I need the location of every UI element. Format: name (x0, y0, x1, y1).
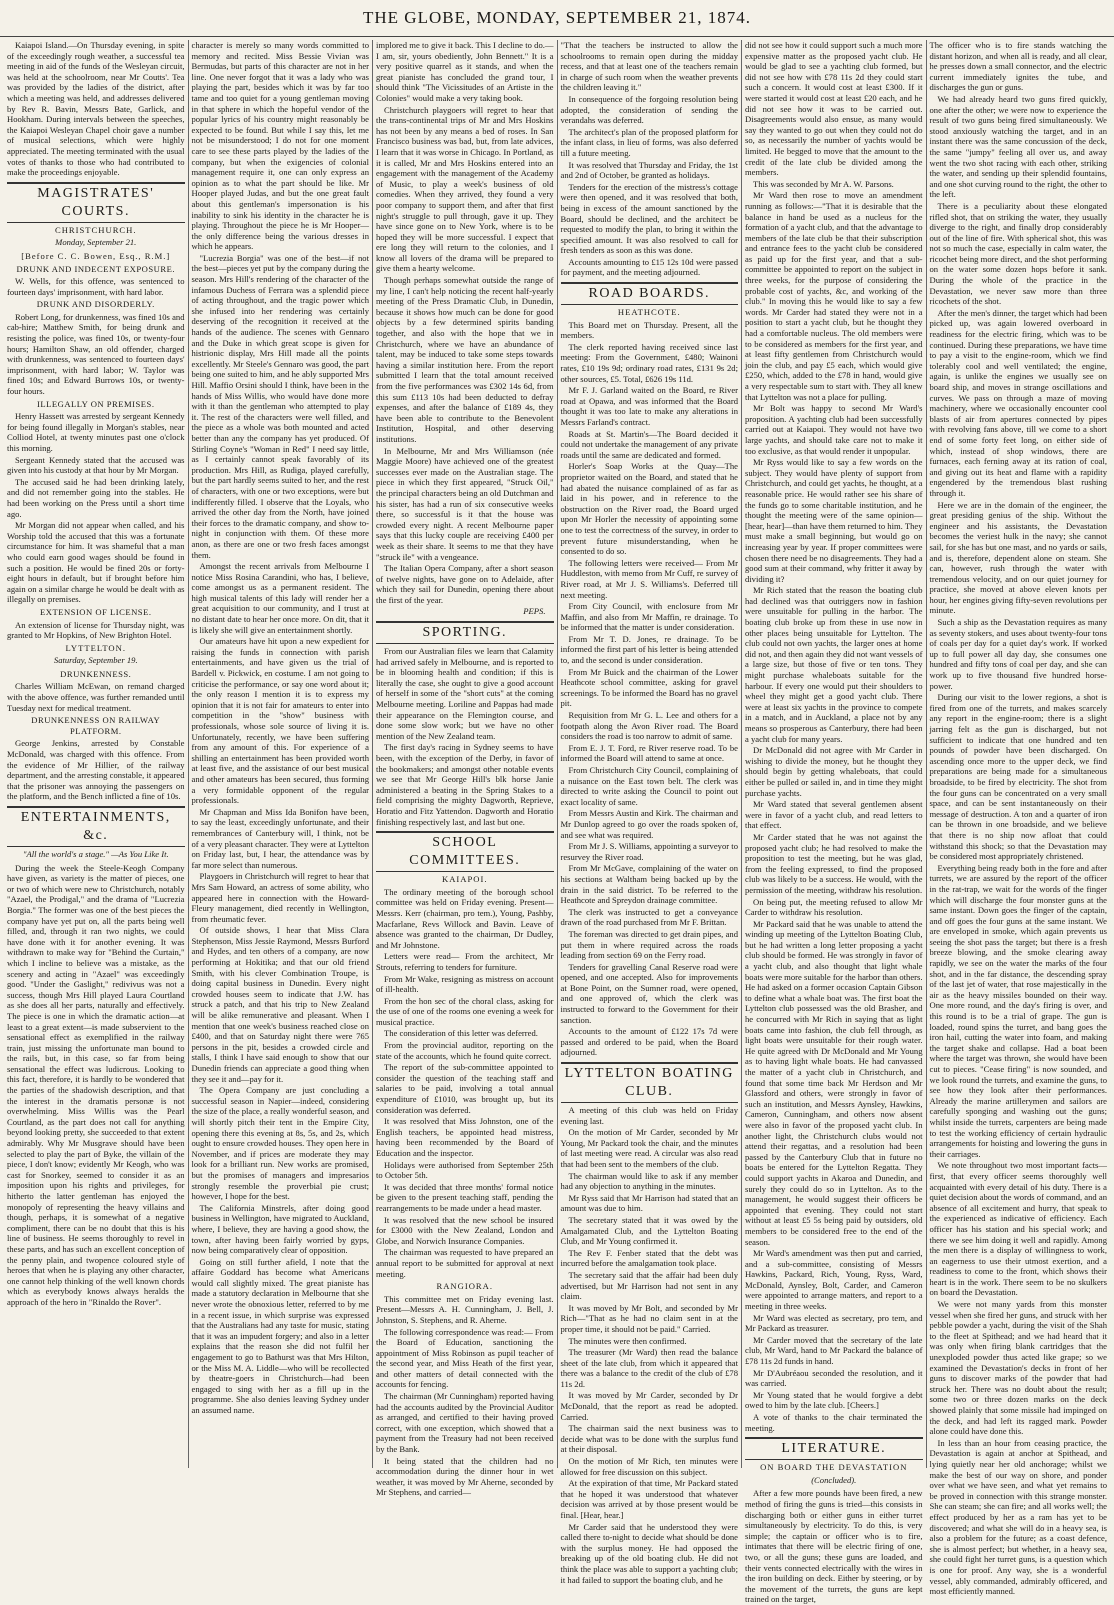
paragraph: An extension of license for Thursday night, was granted to Mr Hopkins, of New Brighton Hotel. (7, 619, 185, 641)
paragraph: Charles William McEwan, on remand charged with the above offence, was further remanded until Tuesday next for medical treatment. (7, 681, 185, 713)
column-3 (373, 40, 558, 1498)
paragraph: It was resolved that Miss Johnston, one of the English teachers, be appointed head mistress, having been recommended by the Board of Education and the inspector. (376, 1116, 554, 1158)
paragraph: The secretary stated that it was owed by the Amalgamated Club, and the Lyttelton Boating Club, and Mr Young confirmed it. (560, 1214, 738, 1247)
paragraph: The clerk was instructed to get a conveyance drawn of the road purchased from Mr F. Brittan. (560, 906, 738, 928)
paragraph: The chairman would like to ask if any member had any objection to anything in the minutes. (560, 1170, 738, 1192)
paragraph: Though perhaps somewhat outside the range of my line, I can't help noticing the recent half-yearly meeting of the Press Dramatic Club, in Dunedin, because it shows how much can be done for good objects by a few determined spirits banding together, and also with the hope that we in Christchurch, where we have an abundance of talent, may be induced to take some steps towards having a similar institution here. From the report submitted I learn that the total amount received from the five performances was £302 14s 6d, from this sum £113 10s had been deducted to defray expenses, and after the balance of £189 4s, they have been able to contribute to the Benevolent Institution, Hospital, and other deserving institutions. (376, 275, 554, 444)
paragraph: From Mr Wake, resigning as mistress on account of ill-health. (376, 973, 554, 995)
paragraph: It being stated that the children had no accommodation during the dinner hour in wet weather, it was moved by Mr Aherne, seconded by Mr Stephens, and carried— (376, 1455, 554, 1498)
before-magistrate: [Before C. C. Bowen, Esq., R.M.] (21, 250, 171, 261)
paragraph: Tenders for the erection of the mistress's cottage were then opened, and it was resolved that both, being in excess of the amount sanctioned by the Board, should be declined, and the architect be requested to modify the plan, to bring it within the specified amount. It was also resolved to call for fresh tenders as soon as this was done. (560, 181, 738, 256)
column-5 (742, 40, 927, 1605)
paragraph: Horler's Soap Works at the Quay—The proprietor waited on the Board, and stated that he had abated the nuisance complained of as far as laid in his power, and in reference to the obstruction on the River road, the Board urged upon Mr Horler the necessity of appointing some one to test the correctness of the survey, in order to prevent future misunderstanding, when he consented to do so. (560, 461, 738, 557)
paragraph: Mr Carder said that he understood they were called there to-night to decide what should be done with the surplus money. He had opposed the breaking up of the old boating club. He did not think the place was able to support a yachting club; it had failed to support the boating club, and he (560, 1521, 738, 1585)
paragraph: On being put, the meeting refused to allow Mr Carder to withdraw his resolution. (745, 896, 923, 918)
paragraph: Mr F. J. Garland waited on the Board, re River road at Opawa, and was informed that the Board thought it was too late to make any alterations in Messrs Farland's contract. (560, 385, 738, 427)
columns (4, 40, 1110, 1605)
dateline-monday: Monday, September 21. (55, 237, 137, 248)
paragraph: Mr Ward was elected as secretary, pro tem, and Mr Packard as treasurer. (745, 1312, 923, 1334)
concluded-label: (Concluded). (811, 1474, 857, 1485)
paragraph: This Board met on Thursday. Present, all the members. (560, 319, 738, 341)
section-heading-literature: LITERATURE. (745, 1437, 923, 1460)
case-heading-illegally: ILLEGALLY ON PREMISES. (37, 398, 155, 409)
masthead-title: THE GLOBE, MONDAY, SEPTEMBER 21, 1874. (0, 0, 1114, 37)
paragraph: Tenders for gravelling Canal Reserve road were opened, and one accepted. Also for improvements at Bone Point, on the Sumner road, were opened, and one approved of, which the clerk was instructed to forward to the Government for their sanction. (560, 961, 738, 1025)
paragraph: From the hon sec of the choral class, asking for the use of one of the rooms one evening a week for musical practice. (376, 995, 554, 1027)
subheading-devastation: ON BOARD THE DEVASTATION (760, 1462, 908, 1473)
case-heading-indecent: DRUNK AND INDECENT EXPOSURE. (16, 263, 175, 274)
paragraph: After a few more pounds have been fired, a new method of firing the guns is tried—this consists in discharging both or either guns in either turret simultaneously by electricity. To do this, is very simple; the captain or officer who is to fire, intimates that there will be electric firing of one, two, or all the guns; these guns are loaded, and their vents connected electrically with the wires in the iron building on deck. Either by steering, or by the movement of the turrets, the guns are kept trained on the target, (745, 1488, 923, 1605)
paragraph: We note throughout two most important facts—first, that every officer seems thoroughly well acquainted with every detail of his duty. There is a quiet decision about the words of command, and an absence of all excitement and hurry, that speak to the experienced as indicative of efficiency. Each officer has his station and his special work; and there we see him doing it well and rapidly. Among the men there is a display of willingness to work, an eagerness to use their utmost exertion, and a readiness to come to the front, which shows their heart is in the work. There seem to be no skulkers on board the Devastation. (929, 1160, 1107, 1298)
paragraph: At the expiration of that time, Mr Packard stated that he hoped it was understood that whatever decision was arrived at by those present would be final. [Hear, hear.] (560, 1478, 738, 1520)
paragraph: The California Minstrels, after doing good business in Wellington, have migrated to Auckland, where, I believe, they are having a good show, the town, after having been fairly worried by gyps, now being comparatively clear of opposition. (191, 1202, 369, 1256)
paragraph: Mr Chapman and Miss Ida Bonifon have been, to say the least, exceedingly unfortunate, and their remembrances of Canterbury will, I think, not be of a very pleasant character. They were at Lyttelton on Friday last, but, I hear, the attendance was by far more select than numerous. (191, 806, 369, 870)
section-heading-sporting: SPORTING. (376, 621, 554, 644)
case-heading-disorderly: DRUNK AND DISORDERLY. (36, 299, 155, 310)
subheading-christchurch: CHRISTCHURCH. (54, 224, 137, 235)
paragraph: W. Wells, for this offence, was sentenced to fourteen days' imprisonment, with hard labor. (7, 276, 185, 297)
paragraph: The architect's plan of the proposed platform for the infant class, in lieu of forms, was also deferred till a future meeting. (560, 126, 738, 158)
paragraph: In consequence of the forgoing resolution being adopted, the consideration of sending the verandahs was deferred. (560, 93, 738, 126)
case-heading-drunkenness: DRUNKENNESS. (60, 668, 132, 679)
paragraph: Mr Ryss would like to say a few words on the subject. They would have plenty of support from Christchurch, and could get yachts, he thought, at a reasonable price. He would rather see his share of the funds go to some charitable institution, and he thought the meeting were of the same opinion—[hear, hear]—than have them returned to him. They must make a small beginning, but would go on increasing year by year. If proper committees were chosen there need be no disagreements. They had a good sum at their command, why fritter it away by dividing it? (745, 457, 923, 584)
paragraph: The treasurer (Mr Ward) then read the balance sheet of the late club, from which it appeared that there was a balance to the credit of the club of £78 11s 2d. (560, 1347, 738, 1389)
paragraph: Everything being ready both in the fore and after turrets, we are assured by the report of the officer in the rat-trap, we wait for the words of the finger which will discharge the four monster guns at the same instant. Down goes the finger of the captain, and off goes the four guns at the same instant. We are enveloped in smoke, which again prevents us seeing the shot pass the target; but there is a fresh breeze blowing, and the smoke clearing away rapidly, we see on the water the marks of the four shot, and in the far distance, the descending spray of the last jet of water, that rose majestically in the air as the heavy missiles bounded on their way. One more round, and the day's firing is over, and this round is to be a trial of grape. The gun is loaded, round spins the turret, and bang goes the iron hail, cutting the water into foam, and making the target shake and collapse. Had a boat been where the target was thrown, she would have been cut to pieces. "Cease firing" is now sounded, and we look round the turrets, and examine the guns, to see how they look after their performances. Already the marine artillerymen and sailors are carefully sponging and washing out the guns; whilst inside the turrets, carpenters are being made to test the working efficiency of certain hydraulic arrangements for hoisting and lowering the guns in their carriages. (929, 862, 1107, 1159)
paragraph: Going on still further afield, I note that the affaire Goddard has become what Americans would call slightly mixed. The great pianiste has made a statutory declaration in Melbourne that she never wrote the obnoxious letter, referred to by me in a recent issue, in which surprise was expressed that the Australians had any taste for music, stating that it was an impudent forgery; and also in a letter explains that the reason she did not fulfil her engagement to go to Bathurst was that Mrs Hilton, or the Miss M. A. Liddle—who will be recollected by theatre-goers in Christchurch—had been engaged to sing with her as a fill up in the programme. She also denies leaving Sydney under an assumed name. (191, 1256, 369, 1415)
case-heading-extension: EXTENSION OF LICENSE. (40, 606, 152, 617)
column-6 (927, 40, 1111, 1597)
paragraph: The accused said he had been drinking lately, and did not remember going into the stables. He had been working on the Press until a short time ago. (7, 476, 185, 519)
paragraph: Robert Long, for drunkenness, was fined 10s and cab-hire; Matthew Smith, for being drunk and resisting the police, was fined 10s, or twenty-four hours; Hamilton Shaw, an old offender, charged with drunkenness, was sentenced to fourteen days' imprisonment, with hard labor; W. Taylor was fined 10s; and Edward Burrows 10s, or twenty-four hours. (7, 311, 185, 397)
paragraph: The following correspondence was read:— From the Board of Education, sanctioning the appointment of Miss Robinson as pupil teacher of the second year, and Miss Heath of the first year, and other matters of detail connected with the accounts for fencing. (376, 1326, 554, 1390)
paragraph: The first day's racing in Sydney seems to have been, with the exception of the Derby, in favor of the bookmakers; and amongst other notable events we see that Mr George Hill's blk horse Janie administered a beating in the Spring Stakes to a field comprising the mighty Dagworth, Reprieve, Horatio and Fitz Yattendon. Dagworth and Horatio finishing respectively last, and last but one. (376, 742, 554, 827)
paragraph: The chairman was requested to have prepared an annual report to be submitted for approval at next meeting. (376, 1247, 554, 1279)
paragraph: From the provincial auditor, reporting on the state of the accounts, which he found quite correct. (376, 1040, 554, 1061)
paragraph: From Mr McGave, complaining of the water on his sections at Waltham being backed up by the drain in the said district. To be referred to the Heathcote and Spreydon drainage committee. (560, 863, 738, 906)
article-kaiapoi-island: Kaiapoi Island.—On Thursday evening, in spite of the exceedingly rough weather, a successful tea meeting in aid of the funds of the Wesleyan circuit, was held at the schoolroom, near Mr Coutts'. Tea was provided by the ladies of the district, after which a meeting was held, and addresses delivered by Rev R. Bavin, Messrs Bate, Garlick, and Hookham. During intervals between the speeches, the Kaiapoi Wesleyan Chapel choir gave a number of musical selections, which were highly appreciated. The meeting terminated with the usual votes of thanks to those who had contributed to make the proceedings enjoyable. (7, 40, 185, 178)
paragraph: A vote of thanks to the chair terminated the meeting. (745, 1412, 923, 1433)
paragraph: Holidays were authorised from September 25th to October 5th. (376, 1159, 554, 1181)
paragraph: Mr Carder moved that the secretary of the late club, Mr Ward, hand to Mr Packard the balance of £78 11s 2d funds in hand. (745, 1334, 923, 1367)
paragraph: We were not many yards from this monster vessel when she fired her guns, and struck with her pebble powder a yacht, during the visit of the Shah to the fleet at Spithead; and we had heard that it was only when firing blank cartridges that the unexploded powder thus acted like grape; so we examined the Devastation's decks in front of her guns to discover marks of the powder that had struck her. There was no doubt about the result; some two or three dozen marks on the deck showed plainly that some missile had impinged on the deck, and had left its ragged mark. Powder alone could have done this. (929, 1299, 1107, 1437)
paragraph: From E. J. T. Ford, re River reserve road. To be informed the Board will attend to same at once. (560, 742, 738, 764)
paragraph: Mr Ryss said that Mr Harrison had stated that an amount was due to him. (560, 1192, 738, 1214)
paragraph: Our amateurs have hit upon a new expedient for raising the funds in connection with parish entertainments, and have given us the trial of Bardell v. Pickwick, en costume. I am not going to criticise the performance, or say one word about it; the only reason I mention it is to express my opinion that it is not fair for amateurs to enter into competition in the "show" business with professionals, whose sole source of living it is. Unfortunately, recently, we have been suffering from any amount of this. For experience of a shilling an entertainment has been provided worth at least five, and the assistance of our best musical and other amateurs has been secured, thus forming a very formidable opponent of the regular professionals. (191, 636, 369, 806)
case-heading-railway: DRUNKENNESS ON RAILWAY PLATFORM. (31, 715, 161, 736)
paragraph: After the men's dinner, the target which had been picked up, was again lowered overboard in readiness for the electric firing, which was to be continued. During these preparations, we have time to pay a visit to the engine-room, which we find tolerably cool and well ventilated; the engine, again, is unlike the engines we usually see on board ship, and moves in strange oscillations and curves. We pass on through a maze of moving machinery, where we occasionally encounter cool blasts of air from apertures connected by pipes with revolving fans above, till we come to a short end of some forty feet long, on either side of which, instead of shop windows, there are furnaces, each ferning away at its ration of coal, and giving out its heat and flame with a rapidity engendered by the tremendous blast rushing through it. (929, 307, 1107, 498)
paragraph: The ordinary meeting of the borough school committee was held on Friday evening. Present—Messrs. Kerr (chairman, pro tem.), Young, Pashby, Macfarlane, Revs Willock and Bavin. Leave of absence was granted to the chairman, Dr Dudley, and Mr Johnstone. (376, 886, 554, 950)
paragraph: Accounts amounting to £15 12s 10d were passed for payment, and the meeting adjourned. (560, 256, 738, 278)
paragraph: We had already heard two guns fired quickly, one after the other; we were now to experience the result of two guns being fired simultaneously. We stood anxiously watching the target, and in an instant there was the same concussion of the deck, the same "jumpy" feeling all over us, and away went the two shot racing with each other, striking the water, and sending up their splendid fountains, and one shot curving round to the right, the other to the left. (929, 93, 1107, 200)
paragraph: From Messrs Austin and Kirk. The chairman and Mr Dunlop agreed to go over the roads spoken of, and see what was required. (560, 808, 738, 840)
paragraph: There is a peculiarity about these elongated rifled shot, that on striking the water, they usually diverge to the right, and finally drop considerably out of the line of fire. With spherical shot, this was not so much the case, especially in calm water, the ricochet being more direct, and the shot performing on the water some dozen hops before it sank. During the whole of the practice in the Devastation, we never saw more than three ricochets of the shot. (929, 200, 1107, 307)
paragraph: The chairman (Mr Cunningham) reported having had the accounts audited by the Provincial Auditor as arranged, and certified to their having proved correct, with one exception, which showed that a payment from the Treasury had not been received by the Bank. (376, 1391, 554, 1455)
paragraph: did not see how it could support such a much more expensive matter as the proposed yacht club. He would be glad to see a yachting club formed, but did not see how with £78 11s 2d they could start such a concern. It would cost at least £300. If it were started it would cost at least £20 each, and he did not see how it was to be carried out. Disagreements would also ensue, as many would say they wanted to go out when they could not do so, as necessarily the number of yachts would be limited. He begged to move that the amount to the credit of the late club be divided among the members. (745, 40, 923, 178)
paragraph: A meeting of this club was held on Friday evening last. (560, 1105, 738, 1126)
paragraph: Of outside shows, I hear that Miss Clara Stephenson, Miss Jessie Raymond, Messrs Burford and Hydes, and ten others of a company, are now performing at Hokitika; and that our old friend Smith, with his clever Combination Troupe, is doing capital business in Dunedin. Every night crowded houses seem to indicate that J.W. has struck a patch, and that his trip to New Zealand will be alike remunerative and pleasant. When I mention that one week's business reached close on £400, and that on Saturday night there were 765 persons in the pit, besides a crowded circle and stalls, I think I have said enough to show that our Dunedin friends can appreciate a good thing when they see it and—pay for it. (191, 925, 369, 1084)
paragraph: It was decided that three months' formal notice be given to the present teaching staff, pending the rearrangements to be made under a head master. (376, 1181, 554, 1213)
paragraph: Mr Morgan did not appear when called, and his Worship told the accused that this was a fortunate circumstance for him. It was shameful that a man who could earn good wages should be found in such a position. He would be fined 20s or forty-eight hours in default, but if brought before him again on a similar charge he would be dealt with as illegally on premises. (7, 520, 185, 605)
section-heading-road-boards: ROAD BOARDS. (561, 282, 739, 305)
paragraph: During our visit to the lower regions, a shot is fired from one of the turrets, and makes scarcely any report in the engine-room; there is a slight jarring felt as the gun is discharged, but not sufficient to indicate that one hundred and ten pounds of powder have been discharged. On ascending once more to the upper deck, we find preparations are being made for a simultaneous broadside, to be fired by electricity. The shot from the four guns can be concentrated on a very small space, and can be sent instantaneously on their message of destruction. A ton and a quarter of iron can be thrown in one broadside, and we believe that there is no ship now afloat that could withstand this shock; so that the Devastation may be considered most appropriately christened. (929, 692, 1107, 862)
paragraph: The report of the sub-committee appointed to consider the question of the teaching staff and salaries to be paid, involving a total annual expenditure of £1010, was brought up, but its consideration was deferred. (376, 1062, 554, 1115)
paragraph: The Italian Opera Company, after a short season of twelve nights, have gone on to Adelaide, after which they sail for Dunedin, opening there about the first of the year. (376, 563, 554, 605)
signature-peps: PEPS. (523, 606, 546, 617)
paragraph: Henry Hassett was arrested by sergeant Kennedy for being found illegally in Morgan's stables, near Colliod Hotel, at twenty minutes past one o'clock this morning. (7, 411, 185, 453)
paragraph: The Rev F. Fenber stated that the debt was incurred before the amalgamation took place. (560, 1247, 738, 1269)
paragraph: It was moved by Mr Bolt, and seconded by Mr Rich—"That as he had no claim sent in at the proper time, it should not be paid." Carried. (560, 1302, 738, 1334)
paragraph: The foreman was directed to get drain pipes, and put them in where required across the roads leading from section 69 on the Ferry road. (560, 928, 738, 961)
paragraph: Mr Ward's amendment was then put and carried, and a sub-committee, consisting of Messrs Hawkins, Packard, Rich, Young, Ryss, Ward, McDonald, Aynsley, Bolt, Carder, and Cameron were appointed to arrange matters, and report to a meeting in three weeks. (745, 1248, 923, 1312)
paragraph: The chairman said the next business was to decide what was to be done with the surplus fund at their disposal. (560, 1423, 738, 1455)
paragraph: Dr McDonald did not agree with Mr Carder in wishing to divide the money, but he thought they should begin by getting whaleboats, that could either be pulled or sailed in, and in time they might purchase yachts. (745, 745, 923, 798)
subheading-heathcote: HEATHCOTE. (617, 307, 681, 318)
dateline-saturday: Saturday, September 19. (53, 655, 138, 666)
paragraph: The secretary said that the affair had been duly advertised, but Mr Harrison had not sent in any claim. (560, 1269, 738, 1302)
subheading-kaiapoi: KAIAPOI. (442, 874, 488, 885)
column-4 (558, 40, 743, 1585)
paragraph: character is merely so many words committed to memory and recited. Miss Bessie Vivian was Bermudas, but parts of this character are not in her line. One never forgot that it was a lady who was playing the part, besides which it was by far too tame and too quiet for a young gentleman moving in that sphere in which the hopeful vendor of the popular lyrics of his country might reasonably be expected to be found. But while I say this, let me not be misunderstood; I do not for one moment care to see these parts played by the ladies of the company, but when the exigencies of colonial management require it, one can only express an opinion as to what the part should be like. Mr Hooper played Judas, and but the one great fault about this gentleman's impersonation is his inability to sink his identity in the character he is playing. Throughout the piece he is Mr Hooper—the only difference being the various dresses in which he appears. (191, 40, 369, 252)
paragraph: implored me to give it back. This I decline to do.—I am, sir, yours obediently, John Bennett." It is a very positive quarrel as it stands, and when the great pianiste has concluded the grand tour, I should think "The Vicissitudes of an Artiste in the Colonies" would make a very taking book. (376, 40, 554, 103)
subheading-lyttelton: LYTTELTON. (65, 642, 126, 653)
column-1 (4, 40, 189, 1468)
paragraph: It was moved by Mr Carder, seconded by Dr McDonald, that the report as read be adopted. Carried. (560, 1390, 738, 1422)
paragraph: Amongst the recent arrivals from Melbourne I notice Miss Rosina Carandini, who has, I believe, come amongst us as a permanent resident. The high musical talents of this lady will render her a great acquisition to our community, and I trust at no distant date to hear her once more. On dit, that it is likely she will give an entertainment shortly. (191, 561, 369, 635)
subheading-rangiora: RANGIORA. (436, 1281, 493, 1292)
column-2 (189, 40, 374, 1468)
paragraph: From Mr J. S. Williams, appointing a surveyor to resurvey the River road. (560, 841, 738, 862)
paragraph: Mr Rich stated that the reason the boating club had declined was that outriggers now in fashion were unsuitable for pulling in the harbor. The boating club broke up from these in use now in other places being unsuitable for Lyttelton. The club could not own yachts, the larger ones at home did not, and then again they did not want vessels of a large size, but those of five or ten tons. They might purchase whaleboats suitable for the harbour. If every one would put their shoulders to wheel they might get a good yacht club. There were at least six yachts in the province to compete in a match, and in Auckland, a place not by any means so prosperous as Canterbury, there had been a yacht club for many years. (745, 585, 923, 744)
paragraph: Letters were read— From the architect, Mr Strouts, referring to tenders for furniture. (376, 951, 554, 972)
paragraph: This was seconded by Mr A. W. Parsons. (753, 178, 894, 189)
paragraph: Mr Packard said that he was unable to attend the winding up meeting of the Lyttelton Boating Club, but he had written a long letter proposing a yacht club should be formed. He was strongly in favor of a yacht club, and also thought that light whale boats were more suitable for the harbor than others. He had asked on a former occasion Captain Gibson to define what a whale boat was. The first boat the Lyttelton club possessed was the old Brasher, and he concurred with Mr Rich in saying that as light boats came into fashion, the club fell through, as light boats were unsuitable for their rough water. He quite agreed with Dr McDonald and Mr Young as to having light whale boats. He had canvassed the matter of a yacht club in Christchurch, and found that some time back Mr Herdson and Mr Glassford and others, were strongly in favor of such an institution, and Messrs Aynsley, Hawkins, Cameron, Cunningham, and others now absent were also in favor of the proposed yacht club. In another light, the Christchurch clubs would not attend their regattas, and a resolution had been passed by the Canterbury Club that in future no boats be entered for the Lyttelton Regatta. They could support yachts in Akaroa and Dunedin, and surely they could do so in Lyttelton. As to the management, he would suggest their officers be appointed that evening. They could not start without at least £5 5s being paid by outsiders, old members to be considered free to the end of the season. (745, 918, 923, 1247)
paragraph: The minutes were then confirmed. (568, 1335, 687, 1346)
paragraph: The following letters were received— From Mr Huddleston, with memo from Mr Cuff, re survey of River road, at Mr J. S. Williams's. Deferred till next meeting. (560, 557, 738, 600)
paragraph: George Jenkins, arrested by Constable McDonald, was charged with this offence. From the evidence of Mr Hillier, of the railway department, and the arresting constable, it appeared that the prisoner was annoying the passengers on the platform, and the Bench inflicted a fine of 10s. (7, 738, 185, 802)
paragraph: The consideration of this letter was deferred. (384, 1028, 538, 1039)
paragraph: Requisition from Mr G. L. Lee and others for a footpath along the Avon River road. The Board considers the road is too narrow to admit of same. (560, 710, 738, 742)
motto: "All the world's a stage." —As You Like It. (22, 849, 169, 859)
paragraph: Such a ship as the Devastation requires as many as seventy stokers, and uses about twenty-four tons of coals per day for a quiet day's work. If worked up to full power all day day, she consumes one hundred and fifty tons of coal per day, and she can work up to five thousand five hundred horse-power. (929, 617, 1107, 691)
paragraph: From Mr Buick and the chairman of the Lower Heathcote school committee, asking for gravel screenings. To be informed the Board has no gravel pit. (560, 666, 738, 709)
paragraph: From City Council, with enclosure from Mr Maffin, and also from Mr Maffin, re drainage. To be informed that the matter is under consideration. (560, 601, 738, 633)
paragraph: Sergeant Kennedy stated that the accused was given into his custody at that hour by Mr Morgan. (7, 454, 185, 476)
paragraph: This committee met on Friday evening last. Present—Messrs A. H. Cunningham, J. Bell, J. Johnston, S. Stephens, and R. Aherne. (376, 1293, 554, 1325)
paragraph: On the motion of Mr Rich, ten minutes were allowed for free discussion on this subject. (560, 1456, 738, 1477)
paragraph: Christchurch playgoers will regret to hear that the trans-continental trips of Mr and Mrs Hoskins has not been by any means a bed of roses. In San Francisco business was bad, but, from late advices, I learn that it was worse in Chicago. In Portland, as it is called, Mr and Mrs Hoskins entered into an engagement with the management of the Academy of Music, to play a week's business of old comedies. When they arrived, they found a very poor company to support them, and after that first night's struggle to pull through, gave it up. They have since gone on to New York, where is to be hoped they will be more successful. I expect that ere long they will return to the colonies, and I know all lovers of the drama will be prepared to give them a hearty welcome. (376, 104, 554, 274)
paragraph: Playgoers in Christchurch will regret to hear that Mrs Sam Howard, an actress of some ability, who appeared here in connection with the Howard-Fleury management, died recently in Wellington, from rheumatic fever. (191, 871, 369, 924)
paragraph: Mr Ward stated that several gentlemen absent were in favor of a yacht club, and read letters to that effect. (745, 799, 923, 831)
paragraph: "Lucrezia Borgia" was one of the best—if not the best—pieces yet put by the company during the season. Mrs Hill's rendering of the character of the infamous Duchess of Ferrara was a splendid piece of acting throughout, and the tragic power which she infused into her rendering was certainly deserving of the recognition it received at the hands of the audience. The scenes with Gennaro and the Duke in which great scope is given for histrionic display, Mrs Hill made all the points excellently. Mr Steele's Gennaro was good, the part being one suited to him, and he ably supported Mrs Hill. Maffio Orsini should I think, have been in the hands of Miss Willis, who would have done more with it than the gentleman who attempted to play it. The rest of the characters were well filled, and the piece as a whole was both mounted and acted better than any the company has yet produced. Of Stirling Coyne's "Woman in Red" I need say little, as I certainly cannot speak favorably of its production. Mrs Hill, as Rudiga, played carefully, but the part hardly seems suited to her, and the rest of characters, with one or two exceptions, were but indifferently filled. I observe that the Loyals, who arrived the other day from the North, have joined their forces to the dramatic company, and show to-night in conjunction with them. Of these more anon, as there are one or two fresh faces amongst them. (191, 252, 369, 560)
paragraph: From our Australian files we learn that Calamity had arrived safely in Melbourne, and is reported to be in blooming health and condition; if this is literally the case, she ought to give a good account of herself in some of the "short cuts" at the coming Melbourne meeting. Loriline and Pappas had made their appearance on the Flemington course, and done some slow work; but we have no other mention of the New Zealand team. (376, 646, 554, 741)
paragraph: Mr Ward then rose to move an amendment running as follows:—"That it is desirable that the balance in hand be used as a nucleus for the formation of a yacht club, and that the advantage to members of the late club be that their subscription and entrance fees to the yacht club be considered as paid up for the first year, and that a sub-committee be appointed to report on the subject in three weeks, for the purpose of considering the probable cost of yachts, &c, and working of the club." In moving this he would like to say a few words. Mr Carder had stated they were not in a position to start a yacht club, but he thought they had a comfortable nucleus. The old members were to be considered as members for the first year, and at least fifty gentlemen from Christchurch would join the club, and pay £5 each, which would give £250, which, added to the £78 in hand, would give a very respectable sum to start with. They all knew that Lyttelton was not a place for pulling. (745, 190, 923, 402)
paragraph: The officer who is to fire stands watching the distant horizon, and when all is ready, and all clear, he presses down a small connector, and the electric current immediately ignites the tube, and discharges the gun or guns. (929, 40, 1107, 93)
paragraph: During the week the Steele-Keogh Company have given, as variety is the matter of pieces, one or two of which were new to Christchurch, notably "Azael, the Prodigal," and the drama of "Lucrezia Borgia." The former was one of the best pieces the company have yet put on, all the parts being well filled, and, through it ran two nights, we could have done with it for another evening. It was withdrawn to make way for "Behind the Curtain," which I incline to believe was a mistake, as the scenery and acting in "Azael" was exceedingly good. "Under the Gaslight," redivivus was not a success, though Mrs Hill played Laura Courtland as she does all her parts, naturally and effectively. The piece is one in which the dramatic action—at least to a great extent—is made subservient to the sensational effect as exemplified in the railway train, just missing the unfortunate man bound to the rails, but, in this case, so far from being sensational the effect was ludicrous. Looking to this fact, therefore, it is hardly to be wondered that the parties of the shadowish description, and that the interest in the dramatis personæ is not overwhelming. Miss Willis was the Pearl Courtland, as the part does not call for anything beyond looking pretty, she succeeded to that extent admirably. Why Mr Musgrave should have been selected to play the part of Byke, the villain of the piece, I don't know; evidently Mr Keogh, who was cast for Snorkey, seemed to consider it as an imposition upon his rights and privileges, for hitherto the latter gentleman has enjoyed the monopoly of representing the heavy villains and though, perhaps, it is somewhat of a negative compliment, there can be no doubt that this is his line of business. He seems thoroughly to revel in these parts, and has such an excellent conception of the penny plain, and twopence coloured style of heroes that when he is playing any other character, one cannot help thinking of the well known chords which as everybody knows always heralds the approach of the hero in "Rinaldo the Rover". (7, 862, 185, 1307)
section-heading-magistrates: MAGISTRATES' COURTS. (7, 182, 185, 223)
paragraph: Mr D'Aubréaou seconded the resolution, and it was carried. (745, 1367, 923, 1389)
paragraph: Accounts to the amount of £122 17s 7d were passed and ordered to be paid, when the Board adjourned. (560, 1026, 738, 1058)
paragraph: In Melbourne, Mr and Mrs Williamson (née Maggie Moore) have achieved one of the greatest successes ever made on the Australian stage. The piece in which they first appeared, "Struck Oil," the principal characters being an old Dutchman and his sister, has had a run of six consecutive weeks there, so successful is it that the house was crowded every night. A recent Melbourne paper says that this lucky couple are receiving £400 per week as their share. It seems to me that they have "struck ile" with a vengeance. (376, 445, 554, 562)
paragraph: On the motion of Mr Carder, seconded by Mr Young, Mr Packard took the chair, and the minutes of last meeting were read. A circular was also read that had been sent to the members of the club. (560, 1127, 738, 1169)
section-heading-lyttelton-boating: LYTTELTON BOATING CLUB. (561, 1062, 739, 1103)
paragraph: In less than an hour from ceasing practice, the Devastation is again at anchor at Spithead, and lying quietly near her old anchorage; whilst we make the best of our way on shore, and ponder over what we have seen, and what yet remains to be proved in connection with this strange monster. She can steam; she can fire; and all works well; the effect produced by her as a ram has yet to be discovered; and what she will do in a heavy sea, is also a problem for the future; as a coast defence, she is almost perfect; but whether, in a heavy sea, she could fight her turret guns, is a question which is one for proof. Any way, she is a wonderful vessel, ably commanded, admirably officered, and most efficiently manned. (929, 1437, 1107, 1597)
paragraph: Roads at St. Martin's—The Board decided it could not undertake the management of any private roads until the same are dedicated and formed. (560, 428, 738, 460)
section-heading-school-committees: SCHOOL COMMITTEES. (376, 831, 554, 872)
paragraph: From Christchurch City Council, complaining of a nuisance on the East town belt. The clerk was directed to write asking the Council to point out exact locality of same. (560, 765, 738, 807)
paragraph: It was resolved that Thursday and Friday, the 1st and 2nd of October, be granted as holidays. (560, 159, 738, 181)
paragraph: "That the teachers be instructed to allow the schoolrooms to remain open during the midday recess, and that at least one of the teachers remain in charge of such room when the weather prevents the children leaving it." (560, 40, 738, 93)
paragraph: Here we are in the domain of the engineer, the great presiding genius of the ship. Without the engineer and his assistants, the Devastation becomes the veriest hulk in the navy; she cannot sail, for she has but one mast, and no yards or sails, and is, therefore, dependent alone on steam. She can, however, rush through the water with tremendous velocity, and on our quiet journey for practice, she moved at above eleven knots per hour, her engines giving fifty-seven revolutions per minute. (929, 499, 1107, 616)
paragraph: Mr Bolt was happy to second Mr Ward's proposition. A yachting club had been successfully carried out at Kaiapoi. They would not have two large yachts, and should take care not to make it too exclusive, as that would render it unpopular. (745, 403, 923, 456)
section-heading-entertainments: ENTERTAINMENTS, &c. (7, 806, 185, 847)
paragraph: The Opera Company are just concluding a successful season in Napier—indeed, considering the size of the place, a really wonderful season, and will shortly pitch their tent in the Empire City, opening there this evening at 8s, 5s, and 2s, which ought to ensure crowded houses. They open here in November, and if prices are moderate they may look for a brilliant run. New works are promised, but the promises of managers and impresarios strongly resemble the proverbial pie crust; however, I hope for the best. (191, 1085, 369, 1202)
paragraph: Mr Carder stated that he was not against the proposed yacht club; he had resolved to make the proposition to test the meeting, but he was glad, from the feeling expressed, to find the proposed club was likely to be a success. He would, with the permission of the meeting, withdraw his resolution. (745, 831, 923, 895)
paragraph: The clerk reported having received since last meeting: From the Government, £480; Wainoni rates, £10 19s 9d; ordinary road rates, £131 9s 2d; other sources, £5. Total, £626 19s 11d. (560, 341, 738, 384)
paragraph: From Mr T. D. Jones, re drainage. To be informed the first part of his letter is being attended to, and the second is under consideration. (560, 633, 738, 666)
paragraph: Mr Young stated that he would forgive a debt owed to him by the late club. [Cheers.] (745, 1389, 923, 1411)
paragraph: It was resolved that the new school be insured for £3000 with the New Zealand, London and Globe, and Norwich Insurance Companies. (376, 1214, 554, 1246)
